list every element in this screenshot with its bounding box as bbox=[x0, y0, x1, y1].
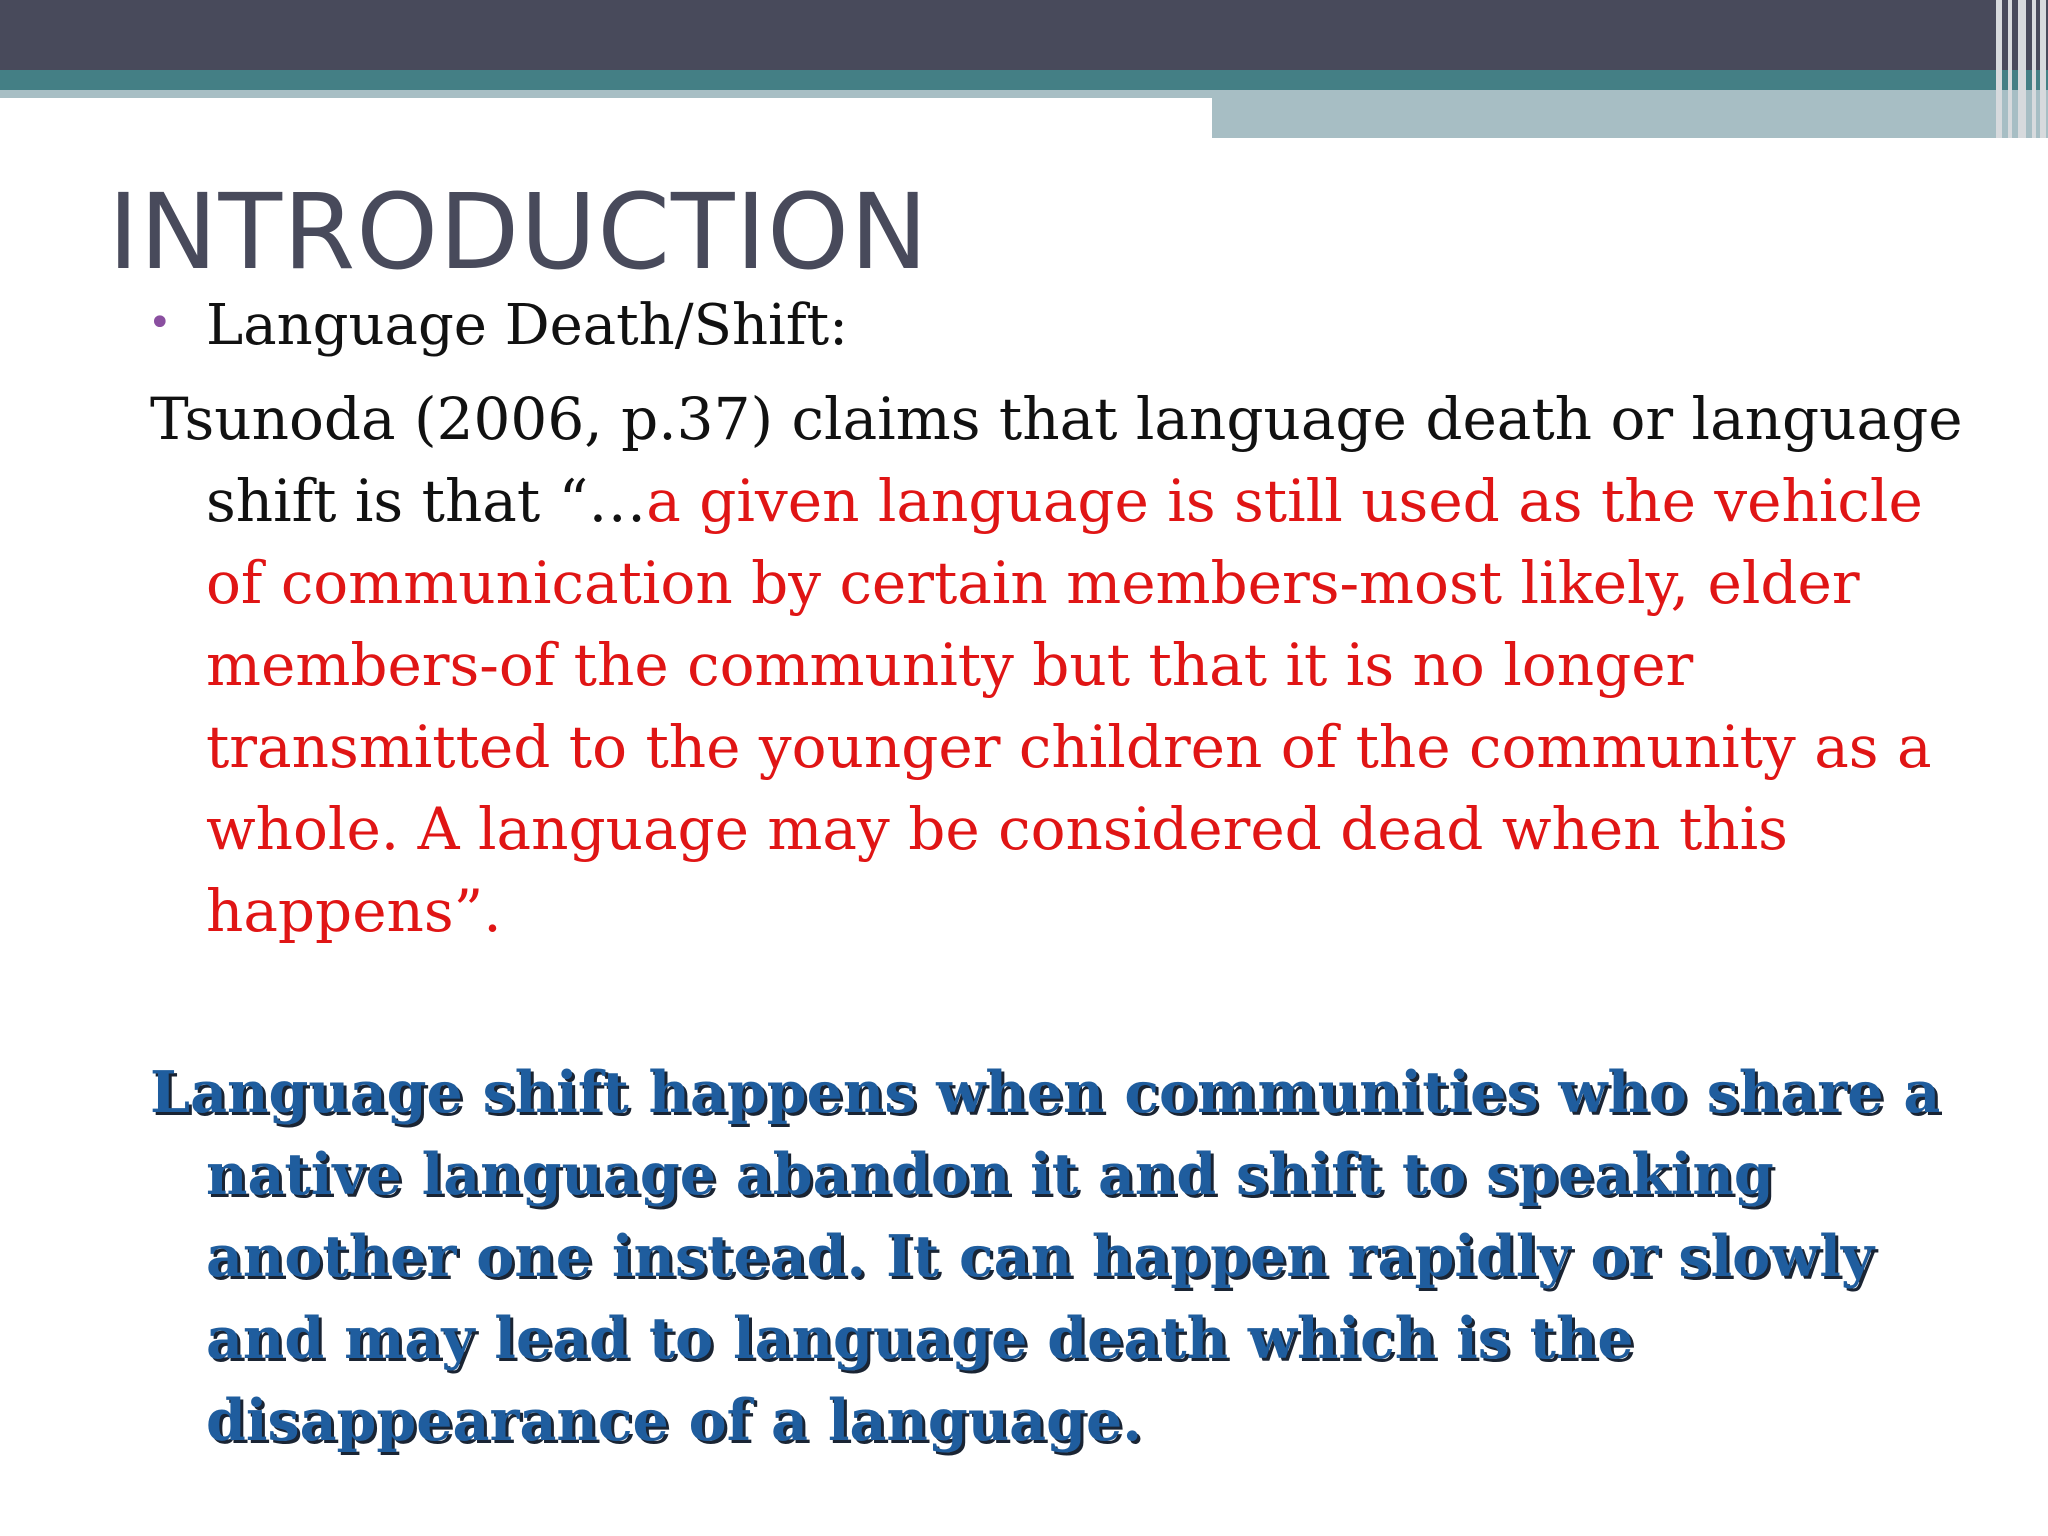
header-right-stripes bbox=[1992, 0, 2048, 138]
definition-paragraph: Language shift happens when communities who share a native language abandon it and shift to speaking another one instead. It can happen rapidly or slowly and may lead to language death which is the disappearance of a language. bbox=[150, 1059, 1941, 1454]
slide-title: INTRODUCTION bbox=[108, 171, 929, 293]
header-pale-strip bbox=[0, 90, 1212, 98]
bullet-text: Language Death/Shift: bbox=[206, 293, 849, 358]
header-teal-bar bbox=[0, 70, 2048, 90]
header-light-bar bbox=[1212, 90, 2048, 138]
citation-intro: Tsunoda (2006, p.37) claims that language death or language shift is that “… bbox=[150, 385, 1963, 535]
bullet-item bbox=[148, 292, 848, 359]
citation-paragraph bbox=[150, 378, 1986, 952]
header-dark-bar bbox=[0, 0, 2048, 70]
citation-quote: a given language is still used as the vehicle of communication by certain members-most likely, elder members-of the community but that it is no longer transmitted to the younger children of the community as a whole. A language may be considered dead when this happens”. bbox=[206, 467, 1932, 945]
bullet-icon: • bbox=[148, 300, 172, 346]
